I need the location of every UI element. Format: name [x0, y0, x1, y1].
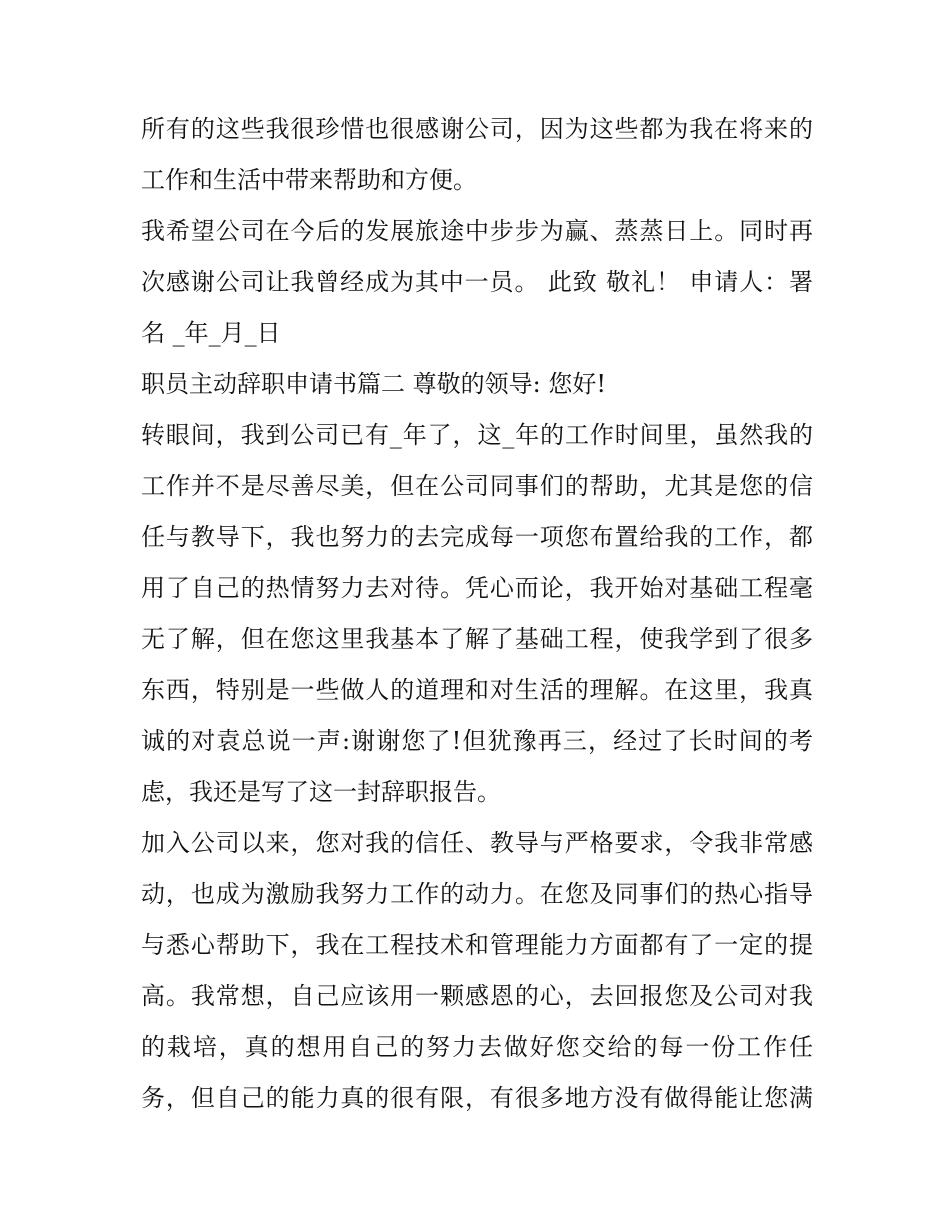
text-line: 任与教导下，我也努力的去完成每一项您布置给我的工作，都	[141, 523, 813, 551]
document-body	[141, 104, 813, 1124]
text-line: 转眼间，我到公司已有_年了，这_年的工作时间里，虽然我的	[141, 421, 813, 449]
text-line: 务，但自己的能力真的很有限，有很多地方没有做得能让您满	[141, 1084, 813, 1112]
text-line: 与悉心帮助下，我在工程技术和管理能力方面都有了一定的提	[141, 931, 813, 959]
text-line: 的栽培，真的想用自己的努力去做好您交给的每一份工作任	[141, 1033, 813, 1061]
text-line: 诚的对袁总说一声:谢谢您了!但犹豫再三，经过了长时间的考	[141, 727, 813, 755]
text-line: 所有的这些我很珍惜也很感谢公司，因为这些都为我在将来的	[141, 115, 813, 143]
text-line: 高。我常想，自己应该用一颗感恩的心，去回报您及公司对我	[141, 982, 813, 1010]
text-line: 次感谢公司让我曾经成为其中一员。 此致 敬礼！ 申请人：署	[141, 268, 813, 296]
text-line: 名 _年_月_日	[141, 319, 281, 347]
text-line: 工作和生活中带来帮助和方便。	[141, 166, 477, 194]
text-line: 无了解，但在您这里我基本了解了基础工程，使我学到了很多	[141, 625, 813, 653]
text-line: 虑，我还是写了这一封辞职报告。	[141, 778, 501, 806]
section-heading: 职员主动辞职申请书篇二 尊敬的领导: 您好!	[141, 370, 606, 398]
text-line: 用了自己的热情努力去对待。凭心而论，我开始对基础工程毫	[141, 574, 813, 602]
text-line: 动，也成为激励我努力工作的动力。在您及同事们的热心指导	[141, 880, 813, 908]
text-line: 我希望公司在今后的发展旅途中步步为赢、蒸蒸日上。同时再	[141, 217, 813, 245]
text-line: 东西，特别是一些做人的道理和对生活的理解。在这里，我真	[141, 676, 813, 704]
text-line: 工作并不是尽善尽美，但在公司同事们的帮助，尤其是您的信	[141, 472, 813, 500]
text-line: 加入公司以来，您对我的信任、教导与严格要求，令我非常感	[141, 829, 813, 857]
